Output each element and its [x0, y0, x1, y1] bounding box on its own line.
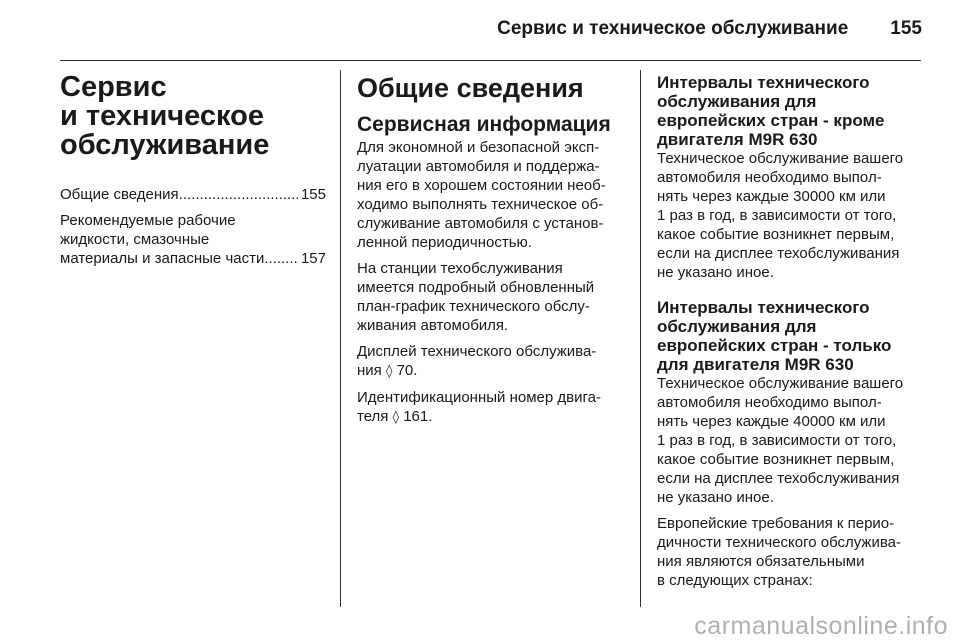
toc-leader-dots	[264, 249, 298, 268]
watermark: carmanualsonline.info	[694, 612, 948, 640]
subsection-heading: Интервалы технического обслуживания для европейских стран - кроме двигателя M9R 630	[657, 73, 885, 149]
header-rule	[60, 60, 921, 61]
page-reference-icon: ◊	[385, 364, 393, 379]
page-reference-icon: ◊	[392, 410, 400, 425]
toc-entry-general-info[interactable]	[60, 185, 326, 204]
toc-entry-label: Общие сведения	[60, 186, 179, 203]
column-divider	[640, 70, 641, 607]
paragraph: Техническое обслуживание вашего автомобиля необходимо выпол- нять через каждые 40000 км или 1 раз в год, в зависимости от того, какое событие возникнет первым, если на дисплее техобслуживания не указано иное.	[657, 375, 904, 506]
paragraph: Для экономной и безопасной эксп- луатации автомобиля и поддержа- ния его в хорошем состоянии необ- ходимо выполнять техническое об- служивание автомобиля с установ- ленной периодичностью.	[357, 139, 606, 251]
toc-entry-label: Рекомендуемые рабочие	[60, 212, 236, 229]
subsection-heading: Сервисная информация	[357, 113, 611, 136]
column-divider	[340, 70, 341, 607]
running-header	[0, 18, 922, 52]
toc-leader-dots	[179, 185, 298, 204]
general-info-column	[357, 73, 622, 434]
toc-entry-page: 155	[300, 186, 326, 203]
paragraph: Техническое обслуживание вашего автомобиля необходимо выпол- нять через каждые 30000 км или 1 раз в год, в зависимости от того, какое событие возникнет первым, если на дисплее техобслуживания не указано иное.	[657, 150, 904, 281]
page-reference-link[interactable]: 70.	[396, 362, 418, 379]
section-heading: Общие сведения	[357, 73, 584, 103]
paragraph: Европейские требования к перио- дичности технического обслужива- ния являются обязательными в следующих странах:	[657, 515, 901, 589]
paragraph: На станции техобслуживания имеется подробный обновленный план-график технического обслу- живания автомобиля.	[357, 260, 595, 334]
page-reference-link[interactable]: 161.	[403, 408, 433, 425]
service-intervals-column	[657, 73, 922, 597]
toc-entry-label: материалы и запасные части	[60, 250, 265, 267]
paragraph-with-reference: Дисплей технического обслужива- ния ◊ 70.	[357, 343, 597, 379]
chapter-title: Сервис и техническое обслуживание	[60, 71, 270, 161]
toc-entry-page: 157	[300, 250, 326, 267]
toc-column	[60, 73, 326, 275]
toc-entry-fluids-parts[interactable]	[60, 211, 326, 268]
page-number: 155	[890, 18, 922, 39]
paragraph-with-reference: Идентификационный номер двига- теля ◊ 161.	[357, 389, 601, 425]
subsection-heading: Интервалы технического обслуживания для европейских стран - только для двигателя M9R 630	[657, 298, 892, 374]
toc-entry-label: жидкости, смазочные	[60, 231, 210, 248]
running-header-title: Сервис и техническое обслуживание	[497, 18, 849, 39]
